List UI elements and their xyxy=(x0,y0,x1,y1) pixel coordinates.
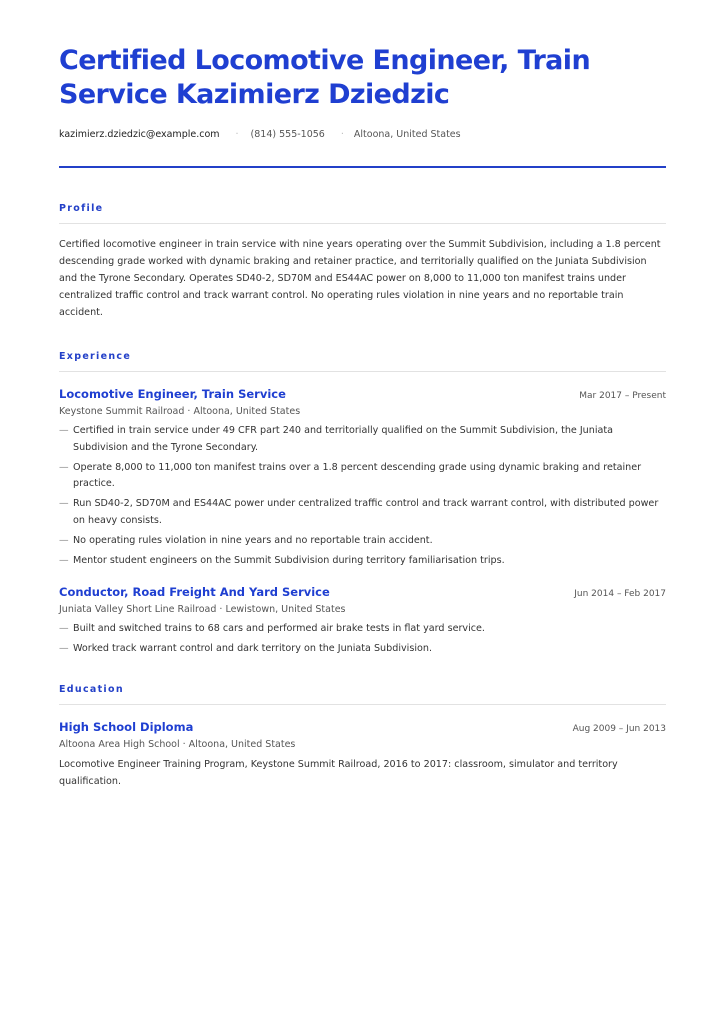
bullet-item xyxy=(59,496,666,529)
education-entry xyxy=(59,720,666,790)
contact-line xyxy=(59,127,666,141)
profile-heading: Profile xyxy=(59,203,104,214)
profile-text: Certified locomotive engineer in train service with nine years operating over the Summit Subdivision, including a 1.8 percent descending grade worked with dynamic braking and retainer practice, and territorially qualified on the Juniata Subdivision and the Tyrone Secondary. Operates SD40-2, SD70M and ES44AC power on 8,000 to 11,000 ton manifest trains under centralized traffic control and track warrant control. No operating rules violation in nine years and no reportable train accident. xyxy=(59,239,661,318)
contact-phone[interactable]: (814) 555-1056 xyxy=(250,128,325,140)
section-divider xyxy=(59,704,666,705)
job-dates: Jun 2014 – Feb 2017 xyxy=(574,589,666,599)
profile-section xyxy=(59,203,666,321)
education-note: Locomotive Engineer Training Program, Keystone Summit Railroad, 2016 to 2017: classroom, simulator and territory qualification. xyxy=(59,758,618,787)
bullet-text: Certified in train service under 49 CFR part 240 and territorially qualified on the Summit Subdivision, the Juniata Subdivision and the Tyrone Secondary. xyxy=(73,425,614,453)
contact-location: Altoona, United States xyxy=(353,128,461,140)
resume-page xyxy=(59,44,666,790)
job-title: Locomotive Engineer, Train Service xyxy=(59,387,286,401)
contact-separator: · xyxy=(235,128,239,140)
bullet-dash: — xyxy=(59,425,69,436)
experience-section xyxy=(59,351,666,658)
job-header xyxy=(59,387,666,401)
job-organization: Keystone Summit Railroad · Altoona, United States xyxy=(59,406,301,417)
section-divider xyxy=(59,223,666,224)
bullet-text: No operating rules violation in nine years and no reportable train accident. xyxy=(73,534,433,546)
job-organization: Juniata Valley Short Line Railroad · Lewistown, United States xyxy=(59,604,346,615)
bullet-text: Operate 8,000 to 11,000 ton manifest trains over a 1.8 percent descending grade using dynamic braking and retainer practice. xyxy=(73,461,642,489)
education-title: High School Diploma xyxy=(59,719,194,734)
bullet-text: Run SD40-2, SD70M and ES44AC power under centralized traffic control and track warrant control, with distributed power on heavy consists. xyxy=(73,498,659,526)
bullet-text: Mentor student engineers on the Summit Subdivision during territory familiarisation trips. xyxy=(73,554,505,566)
education-organization: Altoona Area High School · Altoona, United States xyxy=(59,738,296,750)
section-divider xyxy=(59,371,666,372)
header-divider xyxy=(59,166,666,168)
contact-email[interactable]: kazimierz.dziedzic@example.com xyxy=(59,128,220,140)
job-header xyxy=(59,585,666,599)
bullet-text: Worked track warrant control and dark territory on the Juniata Subdivision. xyxy=(73,643,432,654)
job-bullets xyxy=(59,423,666,569)
bullet-item xyxy=(59,533,666,550)
bullet-item xyxy=(59,641,666,658)
education-dates: Aug 2009 – Jun 2013 xyxy=(572,723,666,734)
job-entry xyxy=(59,387,666,569)
resume-title xyxy=(59,44,666,112)
bullet-dash: — xyxy=(59,534,69,546)
education-heading: Education xyxy=(59,683,124,695)
bullet-text: Built and switched trains to 68 cars and performed air brake tests in flat yard service. xyxy=(73,623,485,634)
job-dates: Mar 2017 – Present xyxy=(579,391,666,401)
title-line-1: Certified Locomotive Engineer, Train xyxy=(59,45,591,76)
experience-heading: Experience xyxy=(59,351,132,362)
bullet-dash: — xyxy=(59,554,69,566)
education-section xyxy=(59,684,666,790)
job-entry xyxy=(59,585,666,658)
bullet-item xyxy=(59,553,666,570)
job-bullets xyxy=(59,621,666,658)
bullet-dash: — xyxy=(59,498,69,509)
bullet-item xyxy=(59,460,666,493)
bullet-dash: — xyxy=(59,461,69,473)
bullet-item xyxy=(59,621,666,638)
title-line-2: Service Kazimierz Dziedzic xyxy=(59,79,450,110)
bullet-dash: — xyxy=(59,643,69,654)
bullet-dash: — xyxy=(59,623,69,634)
bullet-item xyxy=(59,423,666,456)
job-title: Conductor, Road Freight And Yard Service xyxy=(59,585,330,599)
contact-separator: · xyxy=(340,128,344,140)
education-header xyxy=(59,720,666,734)
